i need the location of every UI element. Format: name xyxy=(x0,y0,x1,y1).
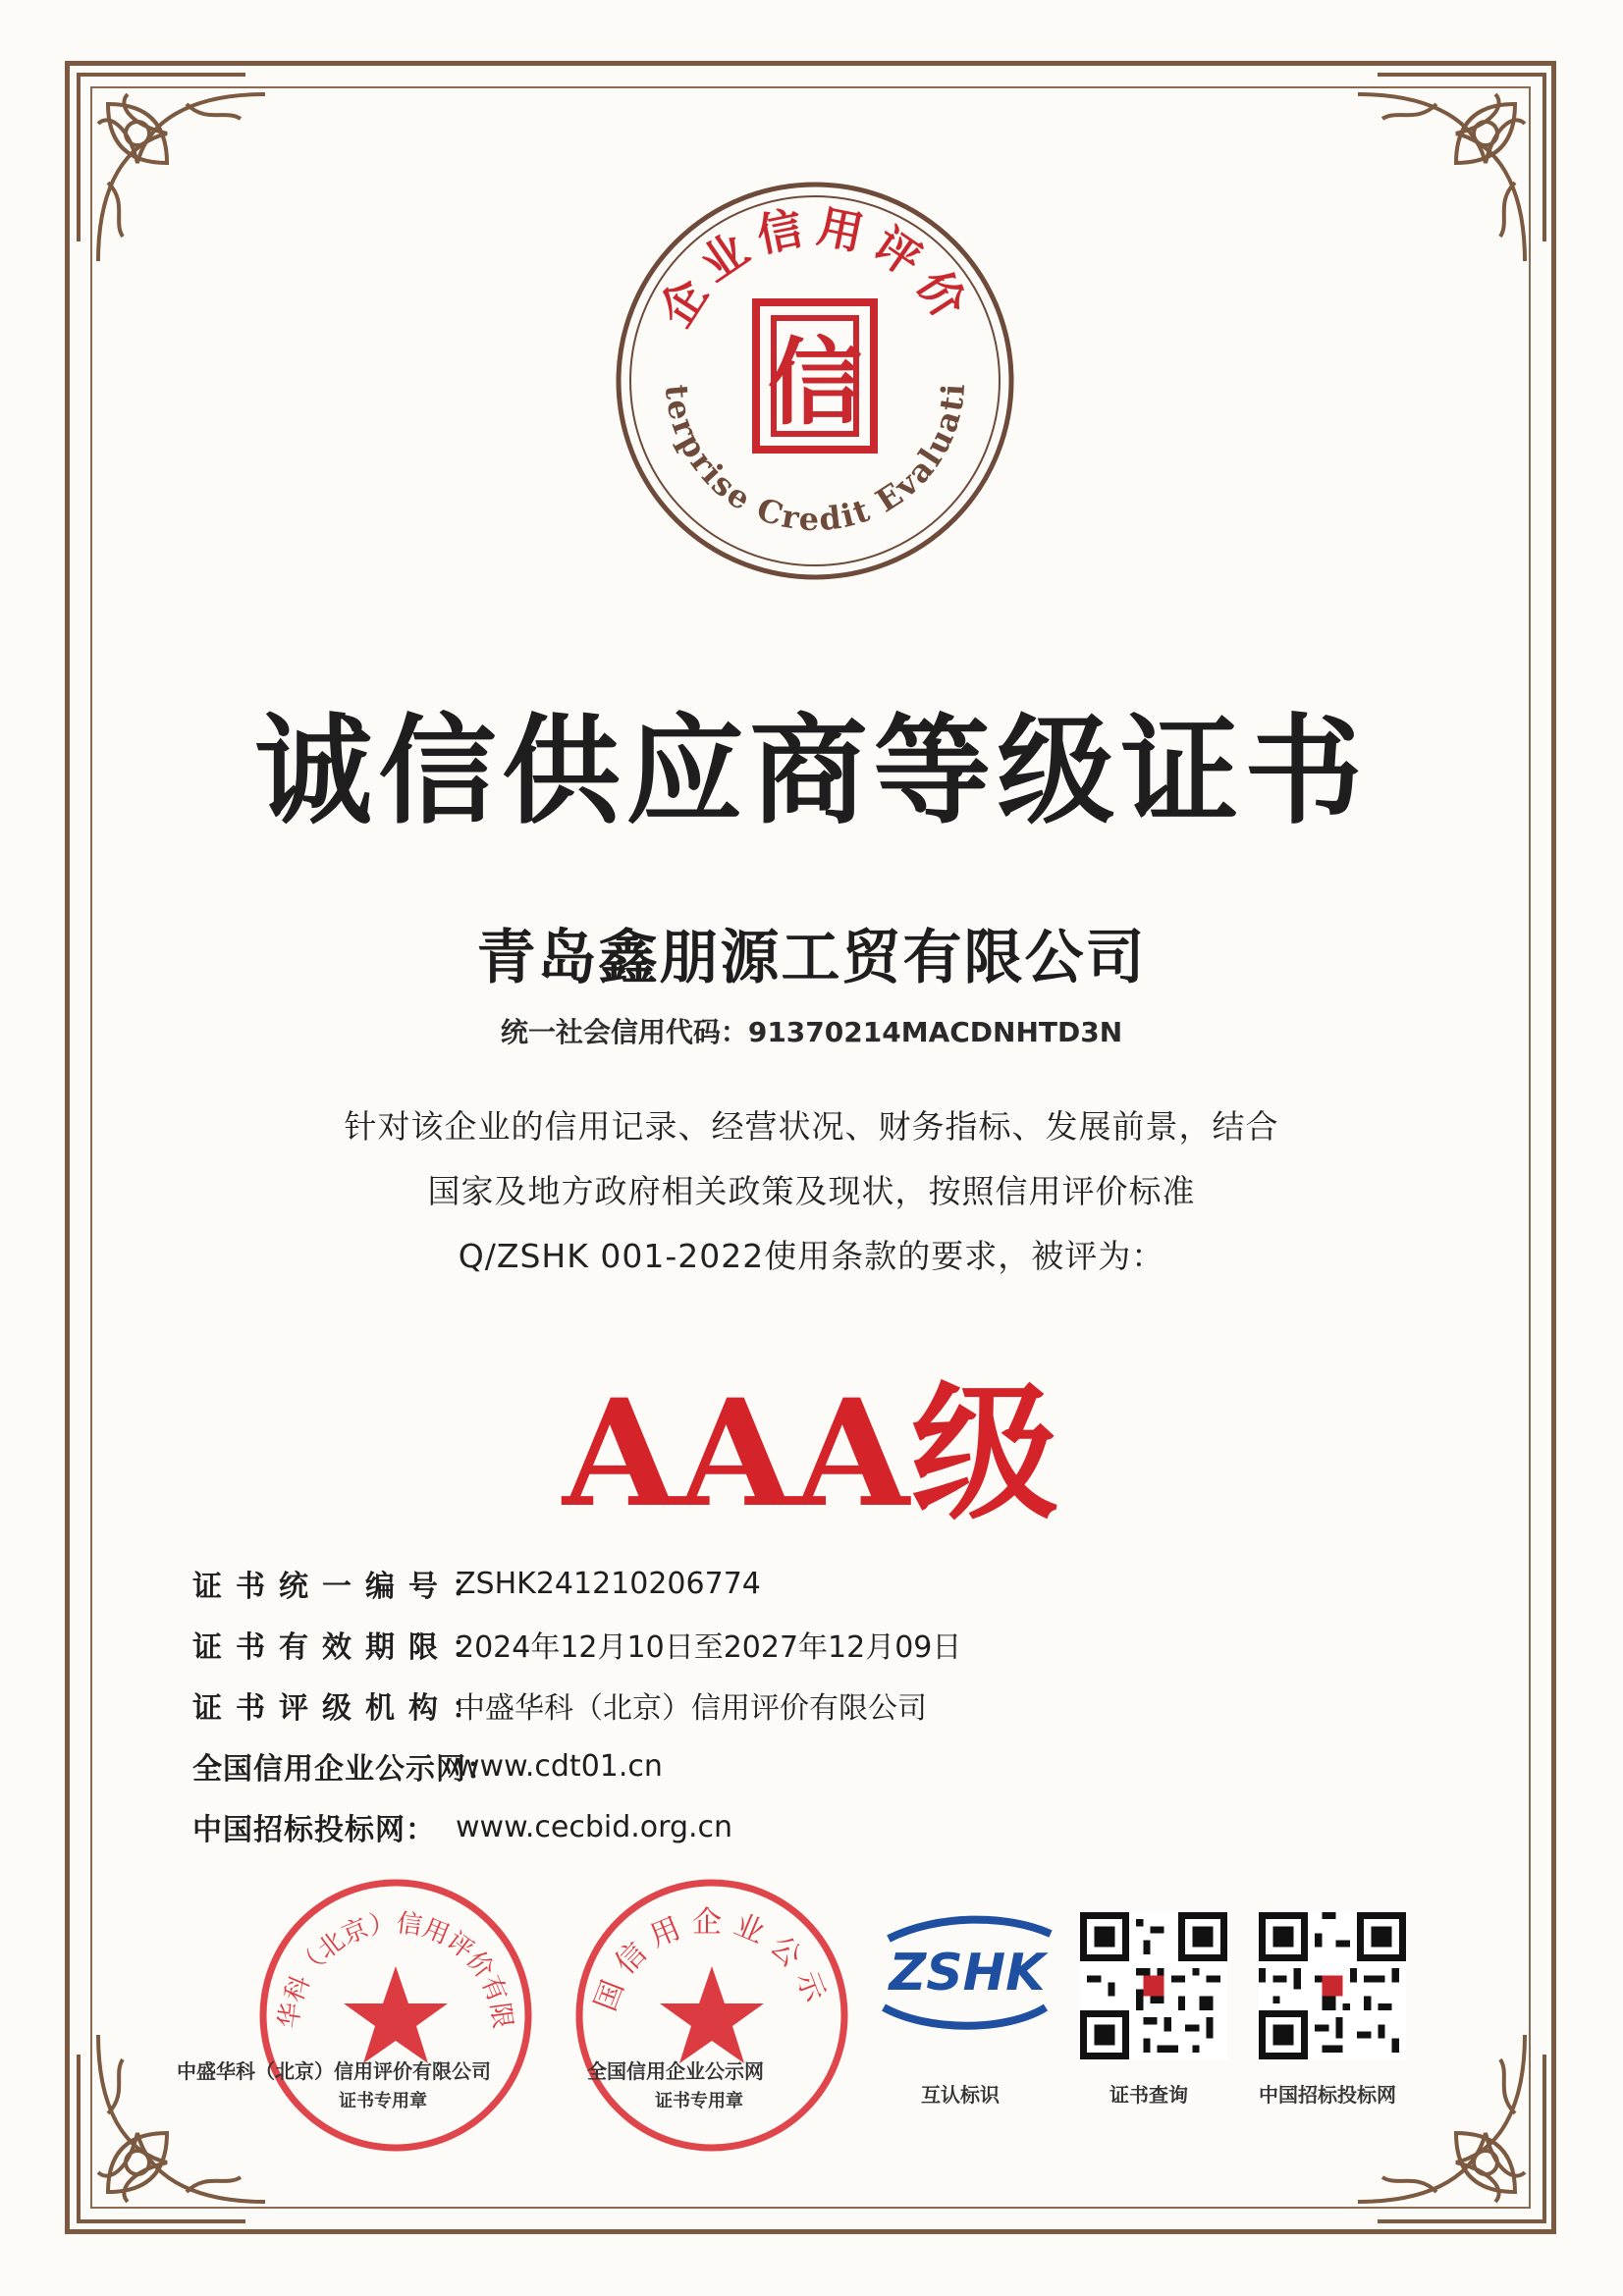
corner-ornament-bottom-left xyxy=(69,2015,285,2231)
emblem-glyph: 信 xyxy=(768,327,862,438)
info-label: 中国招标投标网： xyxy=(192,1813,436,1847)
description-line: Q/ZSHK 001-2022使用条款的要求，被评为： xyxy=(458,1237,1165,1275)
qr2-caption: 中国招标投标网 xyxy=(1259,2083,1396,2107)
corner-ornament-top-right xyxy=(1338,65,1554,281)
emblem-arc-text-cn: 企业信用评价 xyxy=(648,199,982,336)
info-label: 证书统一编号： xyxy=(192,1570,495,1604)
qr-code-certificate-query[interactable] xyxy=(1080,1912,1227,2059)
certificate-info-list xyxy=(192,1553,961,1857)
seal-caption: 中盛华科（北京）信用评价有限公司 xyxy=(177,2059,491,2083)
credit-evaluation-emblem xyxy=(609,175,1021,587)
description xyxy=(196,1095,1427,1289)
seal-sub-caption: 证书专用章 xyxy=(655,2091,743,2111)
info-label: 证书有效期限： xyxy=(192,1630,495,1665)
seal-arc-text: 国信用企业公示 xyxy=(588,1905,836,2016)
info-label: 证书评级机构： xyxy=(192,1691,495,1726)
certificate-title: 诚信供应商等级证书 xyxy=(254,702,1369,840)
emblem-arc-text-en: terprise Credit Evaluati xyxy=(657,380,973,539)
seal-caption: 全国信用企业公示网 xyxy=(587,2059,764,2083)
qr1-caption: 证书查询 xyxy=(1109,2083,1188,2107)
info-value: www.cdt01.cn xyxy=(456,1748,663,1784)
description-line: 针对该企业的信用记录、经营状况、财务指标、发展前景，结合 xyxy=(344,1107,1279,1146)
info-value: ZSHK241210206774 xyxy=(456,1566,761,1601)
official-seal-cdt xyxy=(569,1873,854,2158)
star-icon xyxy=(344,1966,448,2063)
seal-arc-text: 华科（北京）信用评价有限 xyxy=(274,1908,517,2031)
qr-code-cecbid[interactable] xyxy=(1259,1912,1406,2059)
corner-ornament-top-left xyxy=(69,65,285,281)
grade-rating: AAA级 xyxy=(562,1367,1061,1540)
info-row xyxy=(192,1553,961,1614)
info-value: 2024年12月10日至2027年12月09日 xyxy=(456,1630,962,1665)
info-row xyxy=(192,1735,961,1796)
official-seal-zshk xyxy=(253,1873,538,2158)
info-row xyxy=(192,1675,961,1735)
info-value: www.cecbid.org.cn xyxy=(456,1809,733,1844)
zshk-logo xyxy=(869,1909,1065,2037)
star-icon xyxy=(660,1966,764,2063)
info-row xyxy=(192,1796,961,1857)
zshk-logo-text: ZSHK xyxy=(889,1944,1046,2002)
info-row xyxy=(192,1614,961,1675)
description-line: 国家及地方政府相关政策及现状，按照信用评价标准 xyxy=(427,1172,1196,1210)
info-label: 全国信用企业公示网： xyxy=(192,1752,497,1787)
seal-sub-caption: 证书专用章 xyxy=(339,2091,427,2111)
credit-code: 统一社会信用代码：91370214MACDNHTD3N xyxy=(500,1016,1123,1048)
info-value: 中盛华科（北京）信用评价有限公司 xyxy=(456,1691,927,1726)
company-name: 青岛鑫朋源工贸有限公司 xyxy=(476,924,1147,992)
zshk-caption: 互认标识 xyxy=(921,2083,1000,2107)
